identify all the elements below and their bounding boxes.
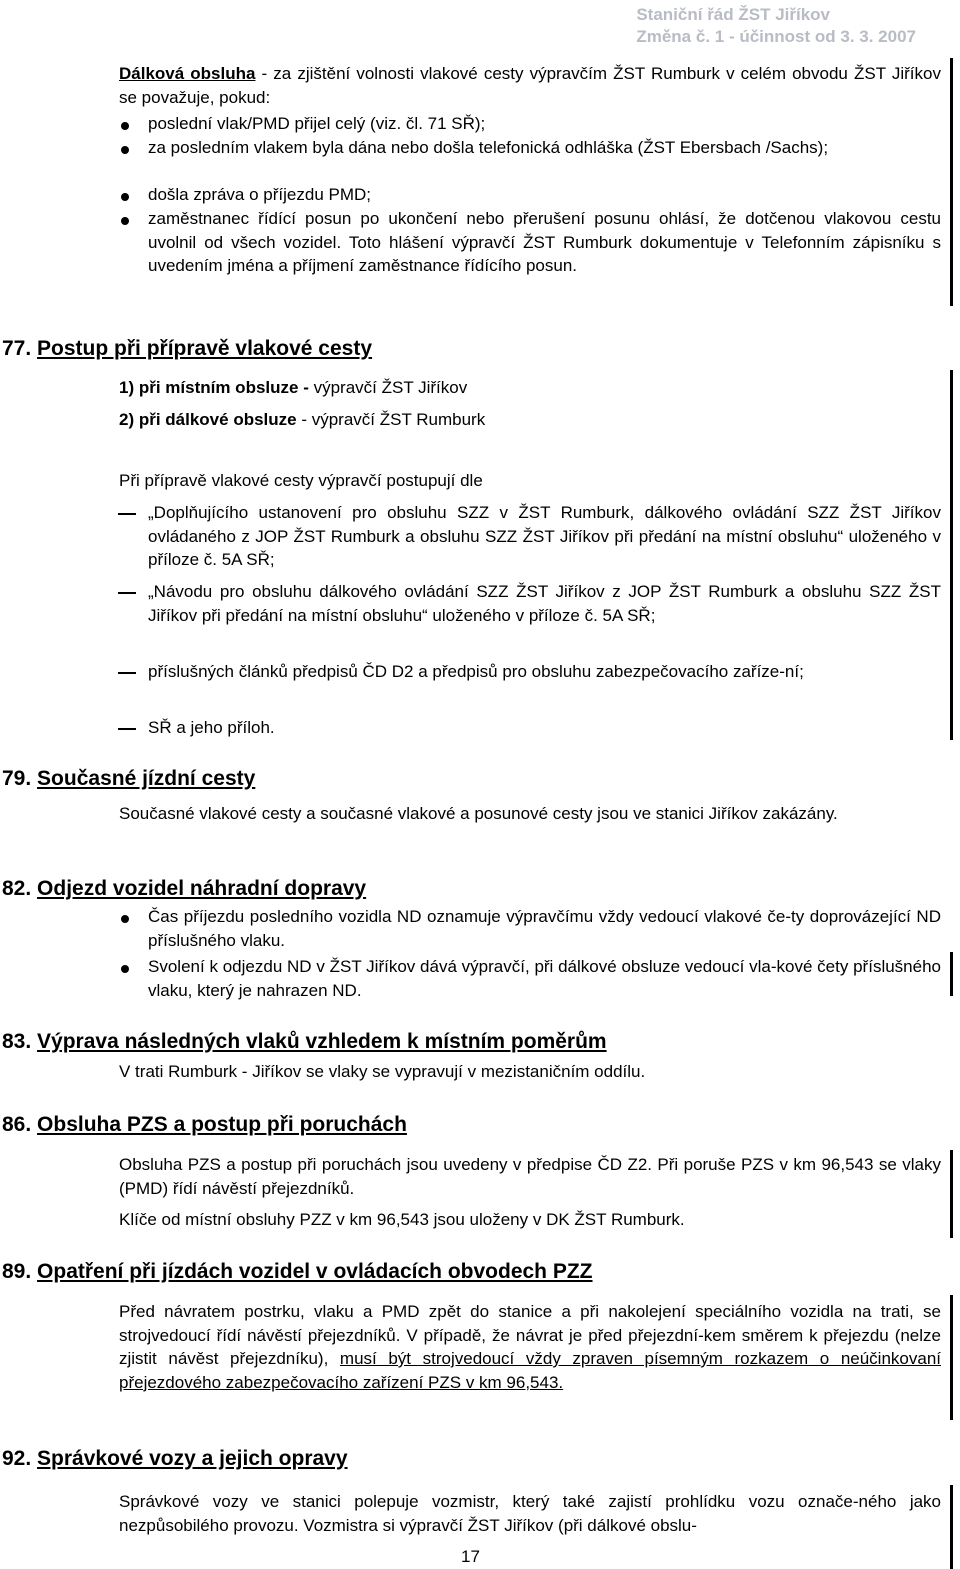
list-item: „Návodu pro obsluhu dálkového ovládání SZZ ŽST Jiříkov z JOP ŽST Rumburk a obsluhu SZZ ŽST Jiříkov při předání na místní obsluhu“ uloženého v příloze č. 5A SŘ; <box>148 582 941 625</box>
bullet-icon <box>121 122 129 130</box>
page-header <box>636 4 916 48</box>
list-item: příslušných článků předpisů ČD D2 a předpisů pro obsluhu zabezpečovacího zaříze-ní; <box>148 662 804 681</box>
list-item: poslední vlak/PMD přijel celý (viz. čl. 71 SŘ); <box>148 114 486 133</box>
list-item: „Doplňujícího ustanovení pro obsluhu SZZ v ŽST Rumburk, dálkového ovládání SZZ ŽST Jiříkov ovládaného z JOP ŽST Rumburk a obsluhu SZZ ŽST Jiříkov při předání na místní obsluhu“ uloženého v příloze č. 5A SŘ; <box>148 503 941 569</box>
revision-bar <box>950 952 953 996</box>
section-number: 83. <box>2 1030 32 1053</box>
section-title: Současné jízdní cesty <box>37 767 256 790</box>
section-heading-86 <box>2 1112 407 1138</box>
item-2-label: 2) při dálkové obsluze <box>119 410 297 429</box>
dash-icon <box>118 728 136 730</box>
section-77-item-1 <box>119 376 941 400</box>
section-number: 92. <box>2 1447 32 1470</box>
item-1-label: 1) při místním obsluze - <box>119 378 309 397</box>
section-heading-89 <box>2 1259 593 1285</box>
remote-operation-text: - za zjištění volnosti vlakové cesty výpravčím ŽST Rumburk v celém obvodu ŽST Jiříkov se považuje, pokud: <box>119 64 941 107</box>
section-77-item-2 <box>119 408 941 432</box>
section-89-text-underlined: musí být strojvedoucí vždy zpraven písemným rozkazem o neúčinkovaní přejezdového zabezpečovacího zařízení PZS v km 96,543. <box>119 1349 942 1392</box>
list-item: zaměstnanec řídící posun po ukončení nebo přerušení posunu ohlásí, že dotčenou vlakovou cestu uvolnil od všech vozidel. Toto hlášení výpravčí ŽST Rumburk dokumentuje v Telefonním zápisníku s uvedením jména a příjmení zaměstnance řídícího posun. <box>148 209 941 275</box>
bullet-icon <box>121 193 129 201</box>
revision-bar <box>950 1295 953 1420</box>
list-item: Čas příjezdu posledního vozidla ND oznamuje výpravčímu vždy vedoucí vlakové če-ty doprovázející ND příslušného vlaku. <box>148 907 941 950</box>
section-92-text: Správkové vozy ve stanici polepuje vozmistr, který také zajistí prohlídku vozu označe-ného jako nezpůsobilého provozu. Vozmistra si výpravčí ŽST Jiříkov (při dálkové obslu- <box>119 1492 941 1535</box>
section-title: Opatření při jízdách vozidel v ovládacích obvodech PZZ <box>37 1260 593 1283</box>
section-heading-79 <box>2 766 255 792</box>
section-79-text: Současné vlakové cesty a současné vlakové a posunové cesty jsou ve stanici Jiříkov zakázány. <box>119 804 838 823</box>
section-89-text-plain: Před návratem postrku, vlaku a PMD zpět do stanice a při nakolejení speciálního vozidla na trati, se strojvedoucí řídí návěstí přejezdníků. V případě, že návrat je před přejezdní-kem směrem k přejezdu (nelze zjistit návěst přejezdníku), <box>119 1302 941 1368</box>
revision-bar <box>950 1150 953 1238</box>
section-number: 86. <box>2 1113 32 1136</box>
revision-bar <box>950 370 953 740</box>
section-89-text <box>119 1300 941 1394</box>
remote-operation-term: Dálková obsluha <box>119 64 256 83</box>
dash-icon <box>118 513 136 515</box>
item-1-text: výpravčí ŽST Jiříkov <box>308 378 468 397</box>
section-number: 77. <box>2 337 32 360</box>
list-item: Svolení k odjezdu ND v ŽST Jiříkov dává výpravčí, při dálkové obsluze vedoucí vla-kové čety příslušného vlaku, který je nahrazen ND. <box>148 957 941 1000</box>
list-item: SŘ a jeho příloh. <box>148 718 275 737</box>
header-amendment: Změna č. 1 - účinnost od 3. 3. 2007 <box>636 27 916 46</box>
section-77-intro: Při přípravě vlakové cesty výpravčí postupují dle <box>119 471 483 490</box>
section-heading-77 <box>2 336 372 362</box>
section-number: 82. <box>2 877 32 900</box>
revision-bar <box>950 58 953 306</box>
section-title: Výprava následných vlaků vzhledem k místním poměrům <box>37 1030 607 1053</box>
header-title: Staniční řád ŽST Jiříkov <box>636 5 831 24</box>
section-heading-92 <box>2 1446 348 1472</box>
section-title: Obsluha PZS a postup při poruchách <box>37 1113 407 1136</box>
item-2-text: - výpravčí ŽST Rumburk <box>296 410 486 429</box>
section-number: 79. <box>2 767 32 790</box>
section-heading-83 <box>2 1029 607 1055</box>
section-title: Postup při přípravě vlakové cesty <box>37 337 373 360</box>
bullet-icon <box>121 146 129 154</box>
bullet-icon <box>121 965 129 973</box>
dash-icon <box>118 592 136 594</box>
remote-operation-paragraph <box>119 62 941 109</box>
section-heading-82 <box>2 876 366 902</box>
bullet-icon <box>121 217 129 225</box>
section-title: Správkové vozy a jejich opravy <box>37 1447 348 1470</box>
list-item: za posledním vlakem byla dána nebo došla telefonická odhláška (ŽST Ebersbach /Sachs); <box>148 138 829 157</box>
section-86-text-1: Obsluha PZS a postup při poruchách jsou uvedeny v předpise ČD Z2. Při poruše PZS v km 96,543 se vlaky (PMD) řídí návěstí přejezdníků. <box>119 1155 941 1198</box>
page-number: 17 <box>461 1547 480 1566</box>
section-83-text: V trati Rumburk - Jiříkov se vlaky se vypravují v mezistaničním oddílu. <box>119 1062 646 1081</box>
section-title: Odjezd vozidel náhradní dopravy <box>37 877 367 900</box>
revision-bar <box>950 1485 953 1569</box>
section-number: 89. <box>2 1260 32 1283</box>
list-item: došla zpráva o příjezdu PMD; <box>148 185 371 204</box>
dash-icon <box>118 672 136 674</box>
section-86-text-2: Klíče od místní obsluhy PZZ v km 96,543 jsou uloženy v DK ŽST Rumburk. <box>119 1210 685 1229</box>
bullet-icon <box>121 915 129 923</box>
